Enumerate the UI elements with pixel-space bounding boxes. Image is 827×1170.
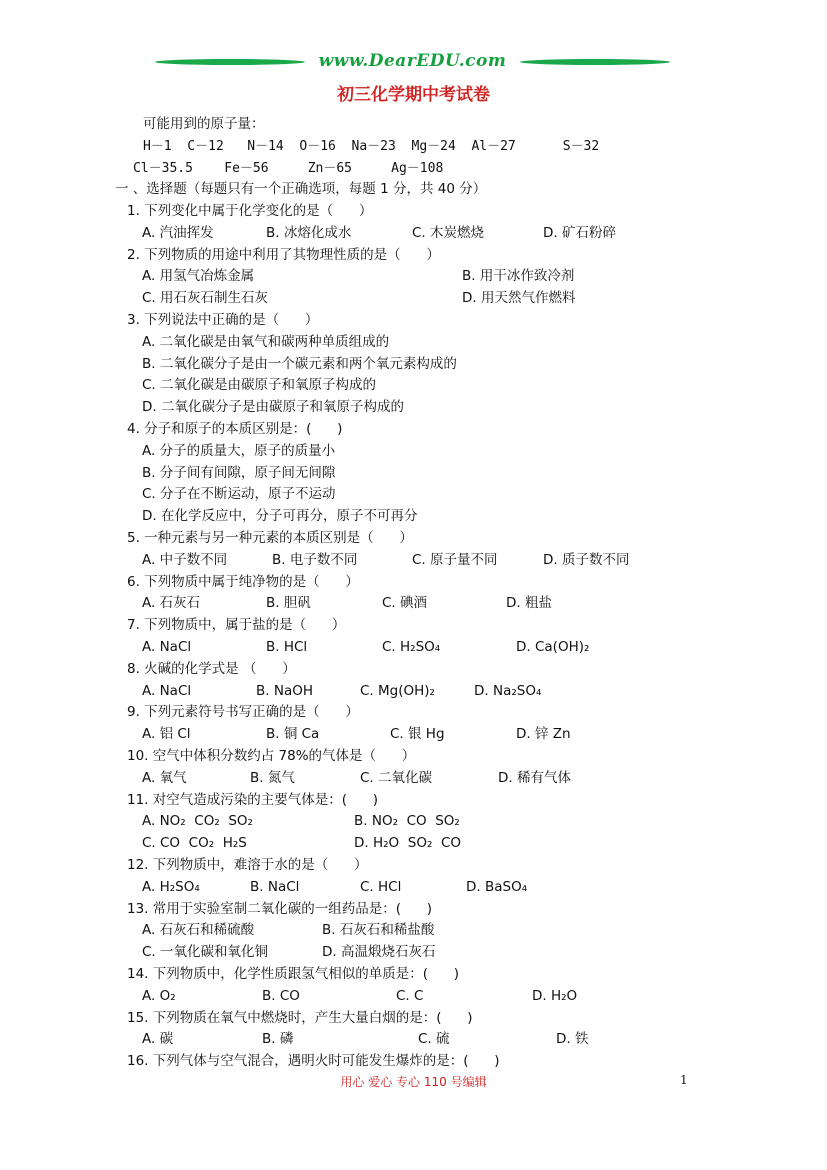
q8-option-1: B. NaOH	[256, 682, 313, 699]
q12-option-0: A. H₂SO₄	[142, 878, 200, 895]
q2-option2-0: C. 用石灰石制生石灰	[142, 290, 269, 307]
question-3: 3. 下列说法中正确的是（ ）	[127, 312, 319, 328]
page-number: 1	[680, 1073, 688, 1087]
q13-option2-0: C. 一氧化碳和氧化铜	[142, 944, 269, 961]
page-title: 初三化学期中考试卷	[337, 85, 490, 105]
question-15: 15. 下列物质在氧气中燃烧时，产生大量白烟的是：( )	[127, 1009, 473, 1026]
q14-option-0: A. O₂	[142, 987, 176, 1004]
q14-option-1: B. CO	[262, 987, 300, 1004]
q7-option-3: D. Ca(OH)₂	[516, 639, 590, 655]
q12-option-3: D. BaSO₄	[466, 878, 528, 895]
q8-option-3: D. Na₂SO₄	[474, 682, 542, 699]
q3-option-0: A. 二氧化碳是由氧气和碳两种单质组成的	[142, 333, 390, 350]
q2-option-0: A. 用氢气冶炼金属	[142, 268, 255, 285]
q13-option-1: B. 石灰石和稀盐酸	[322, 922, 435, 939]
q6-option-1: B. 胆矾	[266, 595, 311, 612]
section-heading: 一 、选择题（每题只有一个正确选项，每题 1 分，共 40 分）	[115, 181, 487, 197]
q15-option-0: A. 碳	[142, 1031, 174, 1048]
q10-option-2: C. 二氧化碳	[360, 769, 433, 786]
q12-option-2: C. HCl	[360, 878, 402, 895]
question-9: 9. 下列元素符号书写正确的是（ ）	[127, 704, 359, 721]
question-4: 4. 分子和原子的本质区别是：( )	[127, 421, 343, 437]
question-2: 2. 下列物质的用途中利用了其物理性质的是（ ）	[127, 246, 440, 263]
q10-option-0: A. 氧气	[142, 769, 187, 786]
q6-option-0: A. 石灰石	[142, 595, 201, 612]
q7-option-0: A. NaCl	[142, 639, 192, 655]
question-12: 12. 下列物质中，难溶于水的是（ ）	[127, 857, 368, 873]
question-16: 16. 下列气体与空气混合，遇明火时可能发生爆炸的是：( )	[127, 1053, 500, 1070]
site-header	[155, 51, 670, 75]
site-name: www.DearEDU.com	[318, 51, 507, 71]
q12-option-1: B. NaCl	[250, 878, 300, 895]
atomic-mass-row-1: H－1 C－12 N－14 O－16 Na－23 Mg－24 Al－27 S－32	[143, 139, 600, 154]
q7-option-2: C. H₂SO₄	[382, 639, 441, 655]
q8-option-2: C. Mg(OH)₂	[360, 682, 435, 699]
q6-option-2: C. 碘酒	[382, 595, 428, 612]
q5-option-2: C. 原子量不同	[412, 551, 498, 568]
question-14: 14. 下列物质中，化学性质跟氢气相似的单质是：( )	[127, 966, 460, 982]
q6-option-3: D. 粗盐	[506, 595, 552, 612]
question-8: 8. 火碱的化学式是 （ ）	[127, 660, 296, 677]
q14-option-3: D. H₂O	[532, 987, 578, 1004]
q4-option-0: A. 分子的质量大，原子的质量小	[142, 442, 336, 459]
q15-option-1: B. 磷	[262, 1031, 294, 1048]
question-13: 13. 常用于实验室制二氧化碳的一组药品是：( )	[127, 900, 433, 917]
question-10: 10. 空气中体积分数约占 78%的气体是（ ）	[127, 748, 416, 764]
q11-option2-1: D. H₂O SO₂ CO	[354, 835, 461, 852]
q1-option-1: B. 冰熔化成水	[266, 224, 352, 241]
question-7: 7. 下列物质中，属于盐的是（ ）	[127, 617, 346, 634]
q7-option-1: B. HCl	[266, 639, 308, 655]
q13-option-0: A. 石灰石和稀硫酸	[142, 922, 255, 939]
q4-option-3: D. 在化学反应中，分子可再分，原子不可再分	[142, 508, 418, 525]
q13-option2-1: D. 高温煅烧石灰石	[322, 944, 436, 961]
atomic-mass-label: 可能用到的原子量：	[143, 116, 265, 132]
q5-option-0: A. 中子数不同	[142, 551, 228, 568]
q11-option-1: B. NO₂ CO SO₂	[354, 813, 460, 830]
q5-option-3: D. 质子数不同	[543, 551, 630, 568]
question-5: 5. 一种元素与另一种元素的本质区别是（ ）	[127, 530, 413, 546]
q11-option2-0: C. CO CO₂ H₂S	[142, 835, 247, 852]
q10-option-1: B. 氮气	[250, 769, 295, 786]
q2-option-1: B. 用干冰作致冷剂	[462, 268, 575, 285]
question-1: 1. 下列变化中属于化学变化的是（ ）	[127, 203, 373, 219]
q9-option-2: C. 银 Hg	[390, 726, 445, 743]
q4-option-2: C. 分子在不断运动，原子不运动	[142, 486, 336, 503]
q9-option-1: B. 铜 Ca	[266, 726, 320, 743]
q3-option-3: D. 二氧化碳分子是由碳原子和氧原子构成的	[142, 399, 404, 416]
q8-option-0: A. NaCl	[142, 682, 192, 699]
q3-option-2: C. 二氧化碳是由碳原子和氧原子构成的	[142, 377, 377, 394]
q2-option2-1: D. 用天然气作燃料	[462, 290, 576, 307]
q5-option-1: B. 电子数不同	[272, 551, 358, 568]
q1-option-2: C. 木炭燃烧	[412, 224, 485, 241]
q1-option-0: A. 汽油挥发	[142, 224, 214, 241]
q10-option-3: D. 稀有气体	[498, 769, 571, 786]
question-6: 6. 下列物质中属于纯净物的是（ ）	[127, 573, 359, 590]
q3-option-1: B. 二氧化碳分子是由一个碳元素和两个氧元素构成的	[142, 355, 457, 372]
q14-option-2: C. C	[396, 987, 424, 1004]
q9-option-0: A. 铝 Cl	[142, 726, 191, 743]
q15-option-2: C. 硫	[418, 1031, 450, 1048]
q15-option-3: D. 铁	[556, 1031, 589, 1048]
footer-note: 用心 爱心 专心 110 号编辑	[340, 1075, 487, 1089]
atomic-mass-row-2: Cl－35.5 Fe－56 Zn－65 Ag－108	[133, 161, 444, 176]
q11-option-0: A. NO₂ CO₂ SO₂	[142, 813, 253, 830]
q4-option-1: B. 分子间有间隙，原子间无间隙	[142, 464, 336, 481]
q9-option-3: D. 锌 Zn	[516, 726, 571, 743]
q1-option-3: D. 矿石粉碎	[543, 224, 616, 241]
question-11: 11. 对空气造成污染的主要气体是：( )	[127, 791, 379, 808]
